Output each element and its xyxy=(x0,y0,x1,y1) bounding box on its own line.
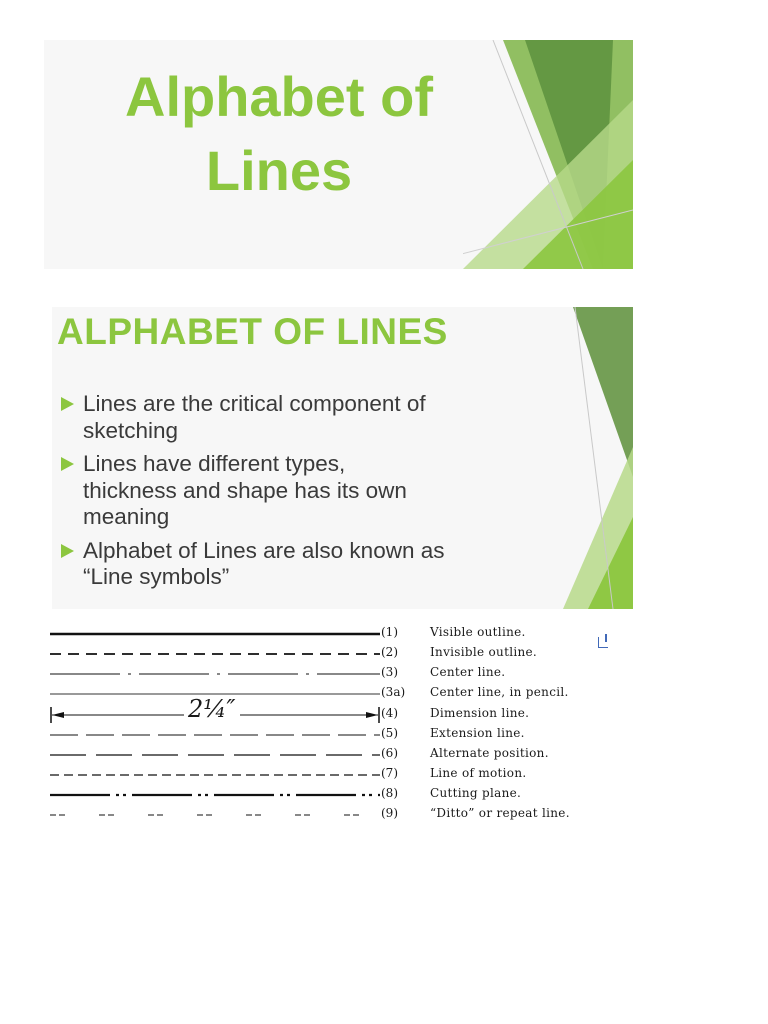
green-triangle-decoration xyxy=(563,307,633,609)
ditto-line xyxy=(50,805,380,825)
line-row-center: (3) Center line. xyxy=(44,664,633,684)
slide-heading: ALPHABET OF LINES xyxy=(57,311,448,352)
line-row-cutting-plane: (8) Cutting plane. xyxy=(44,785,633,805)
line-row-center-pencil: (3a) Center line, in pencil. xyxy=(44,684,633,704)
slide-title: Alphabet of Lines xyxy=(125,65,433,202)
line-row-motion: (7) Line of motion. xyxy=(44,765,633,785)
bullet-arrow-icon xyxy=(61,457,74,471)
bullet-list xyxy=(59,391,549,598)
line-row-extension: (5) Extension line. xyxy=(44,725,633,745)
invisible-outline-line xyxy=(50,644,380,664)
line-row-dimension: 2¼″ (4) Dimension line. xyxy=(44,705,633,725)
line-of-motion xyxy=(50,765,380,785)
line-row-ditto: (9) “Ditto” or repeat line. xyxy=(44,805,633,825)
title-slide xyxy=(44,40,633,269)
bullet-item: Alphabet of Lines are also known as “Line symbols” xyxy=(59,538,549,591)
line-row-visible: (1) Visible outline. xyxy=(44,624,633,644)
extension-line xyxy=(50,725,380,745)
alternate-position-line xyxy=(50,745,380,765)
visible-outline-line xyxy=(50,624,380,644)
bullet-arrow-icon xyxy=(61,544,74,558)
line-row-alternate: (6) Alternate position. xyxy=(44,745,633,765)
cutting-plane-line xyxy=(50,785,380,805)
bullet-arrow-icon xyxy=(61,397,74,411)
bullet-item: Lines are the critical component of sketching xyxy=(59,391,549,444)
line-types-figure xyxy=(44,622,633,832)
bullet-item: Lines have different types, thickness and shape has its own meaning xyxy=(59,451,549,531)
dimension-value: 2¼″ xyxy=(184,696,240,722)
center-line xyxy=(50,664,380,684)
content-slide xyxy=(52,307,633,609)
line-row-invisible: (2) Invisible outline. xyxy=(44,644,633,664)
